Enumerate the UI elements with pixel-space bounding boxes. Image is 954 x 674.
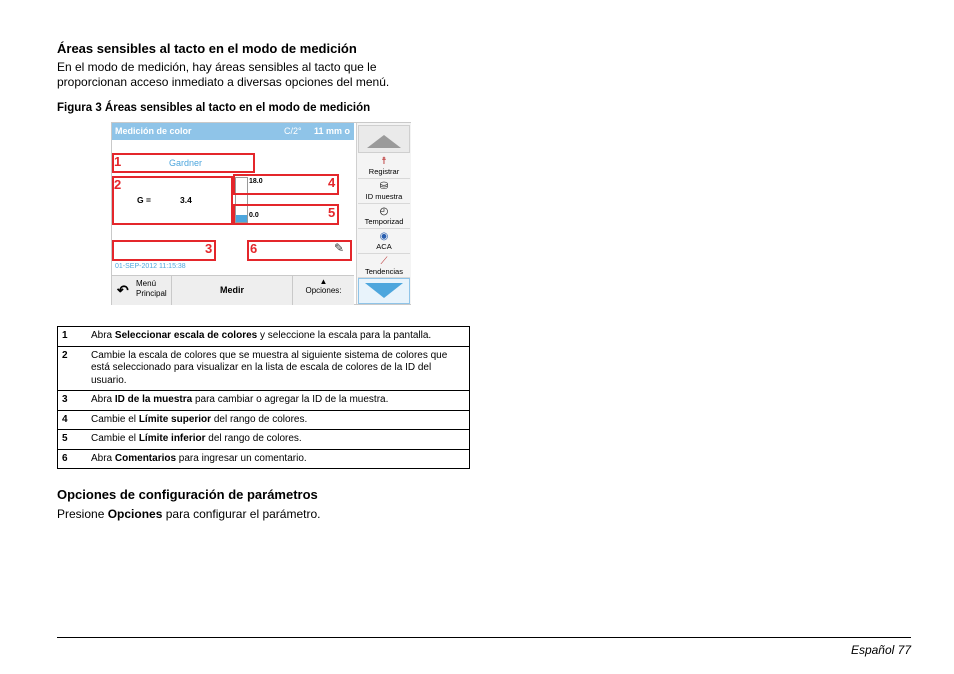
legend-text (87, 327, 470, 347)
reading-value: 3.4 (180, 195, 192, 205)
legend-text-bold: Límite inferior (138, 433, 206, 444)
legend-number: 4 (58, 410, 88, 430)
screen-title-bar (112, 123, 354, 140)
page-footer: Español 77 (850, 643, 911, 657)
sidebar-label: Registrar (368, 167, 400, 176)
section-heading-options: Opciones de configuración de parámetros (57, 487, 318, 502)
legend-text-post: para ingresar un comentario. (176, 452, 307, 464)
section-heading: Áreas sensibles al tacto en el modo de medición (57, 41, 357, 56)
bottom-bar (112, 275, 354, 305)
legend-text-pre: Abra (91, 452, 115, 464)
main-menu-button[interactable] (112, 276, 172, 305)
callout-number-6: 6 (250, 241, 258, 256)
legend-text-bold: ID de la muestra (114, 394, 193, 405)
intro-line: En el modo de medición, hay áreas sensibles al tacto que le (57, 60, 377, 74)
instrument-screen (111, 122, 411, 305)
callout-number-1: 1 (114, 154, 122, 169)
scroll-down-button[interactable] (358, 278, 410, 304)
callout-number-4: 4 (328, 175, 336, 190)
sample-icon: ⛁ (379, 181, 389, 192)
options-text-post: para configurar el parámetro. (162, 507, 321, 521)
legend-text-post: del rango de colores. (211, 413, 308, 425)
callout-legend-table (57, 326, 470, 469)
callout-box-2[interactable] (112, 176, 233, 225)
legend-text-bold: Comentarios (114, 452, 177, 464)
legend-number: 5 (58, 430, 88, 450)
back-arrow-icon: ↶ (117, 282, 129, 298)
aca-icon: ◉ (379, 231, 389, 242)
screen-sidebar (356, 123, 411, 304)
options-button[interactable] (293, 276, 354, 305)
callout-number-5: 5 (328, 205, 336, 220)
options-label: Opciones: (305, 286, 342, 295)
cell-label: 11 mm o (314, 126, 351, 136)
sidebar-label: ID muestra (365, 192, 403, 201)
legend-text (87, 346, 470, 391)
legend-text-bold: Límite superior (138, 413, 212, 425)
legend-text-pre: Cambie el (91, 433, 139, 444)
callout-number-2: 2 (114, 177, 122, 192)
legend-number: 6 (58, 449, 88, 469)
menu-label-line1: Menú (136, 279, 157, 288)
legend-text-pre: Cambie el (91, 413, 139, 425)
sidebar-item-id-muestra[interactable] (358, 179, 410, 204)
legend-text-pre: Cambie la escala de colores que se muestra al siguiente sistema de colores que está seleccionado para visualizar en la lista de escala de colores de la ID del usuario. (91, 349, 448, 386)
upper-limit: 18.0 (249, 178, 263, 185)
legend-text-bold: Seleccionar escala de colores (114, 330, 258, 341)
timer-icon: ◴ (379, 206, 389, 217)
legend-text-pre: Abra (91, 330, 115, 341)
scale-name[interactable]: Gardner (169, 158, 203, 168)
legend-text (87, 391, 470, 411)
caret-up-icon: ▲ (319, 277, 328, 286)
screen-title: Medición de color (115, 126, 192, 136)
legend-row (58, 346, 470, 391)
legend-text-post: y seleccione la escala para la pantalla. (257, 330, 432, 341)
menu-label-line2: Principal (136, 289, 167, 298)
intro-line: proporcionan acceso inmediato a diversas opciones del menú. (57, 75, 390, 89)
callout-number-3: 3 (205, 241, 213, 256)
legend-row (58, 430, 470, 450)
trend-icon: ⟋ (380, 256, 388, 267)
sidebar-label: Tendencias (365, 267, 403, 276)
legend-number: 1 (58, 327, 88, 347)
datetime: 01-SEP-2012 11:15:38 (115, 263, 186, 270)
footer-rule (57, 637, 911, 638)
sidebar-label: ACA (376, 242, 392, 251)
legend-text (87, 410, 470, 430)
legend-row (58, 410, 470, 430)
legend-text-post: para cambiar o agregar la ID de la muestra. (192, 394, 389, 405)
legend-row (58, 391, 470, 411)
person-icon: ☨ (381, 156, 387, 167)
legend-number: 2 (58, 346, 88, 391)
reading-label: G = (137, 195, 151, 205)
observer-label: C/2° (284, 126, 302, 136)
measure-button[interactable] (172, 276, 293, 305)
callout-box-3[interactable] (112, 240, 216, 261)
options-text-bold: Opciones (107, 507, 163, 521)
legend-number: 3 (58, 391, 88, 411)
measure-label: Medir (219, 285, 244, 295)
intro-paragraph (57, 60, 389, 90)
legend-row (58, 449, 470, 469)
sidebar-item-tendencias[interactable] (358, 254, 410, 278)
legend-row (58, 327, 470, 347)
sidebar-item-aca[interactable] (358, 229, 410, 254)
legend-text (87, 449, 470, 469)
legend-text (87, 430, 470, 450)
options-text-pre: Presione (57, 507, 108, 521)
options-paragraph (57, 507, 320, 522)
legend-text-pre: Abra (91, 394, 115, 405)
legend-text-post: del rango de colores. (205, 433, 302, 444)
lower-limit: 0.0 (249, 212, 259, 219)
sidebar-item-temporizador[interactable] (358, 204, 410, 229)
scroll-up-button[interactable] (358, 125, 410, 153)
figure-caption: Figura 3 Áreas sensibles al tacto en el modo de medición (57, 102, 371, 114)
sidebar-label: Temporizad (364, 217, 404, 226)
sidebar-item-registrar[interactable] (358, 154, 410, 179)
edit-comment-icon[interactable]: ✎ (334, 241, 345, 255)
